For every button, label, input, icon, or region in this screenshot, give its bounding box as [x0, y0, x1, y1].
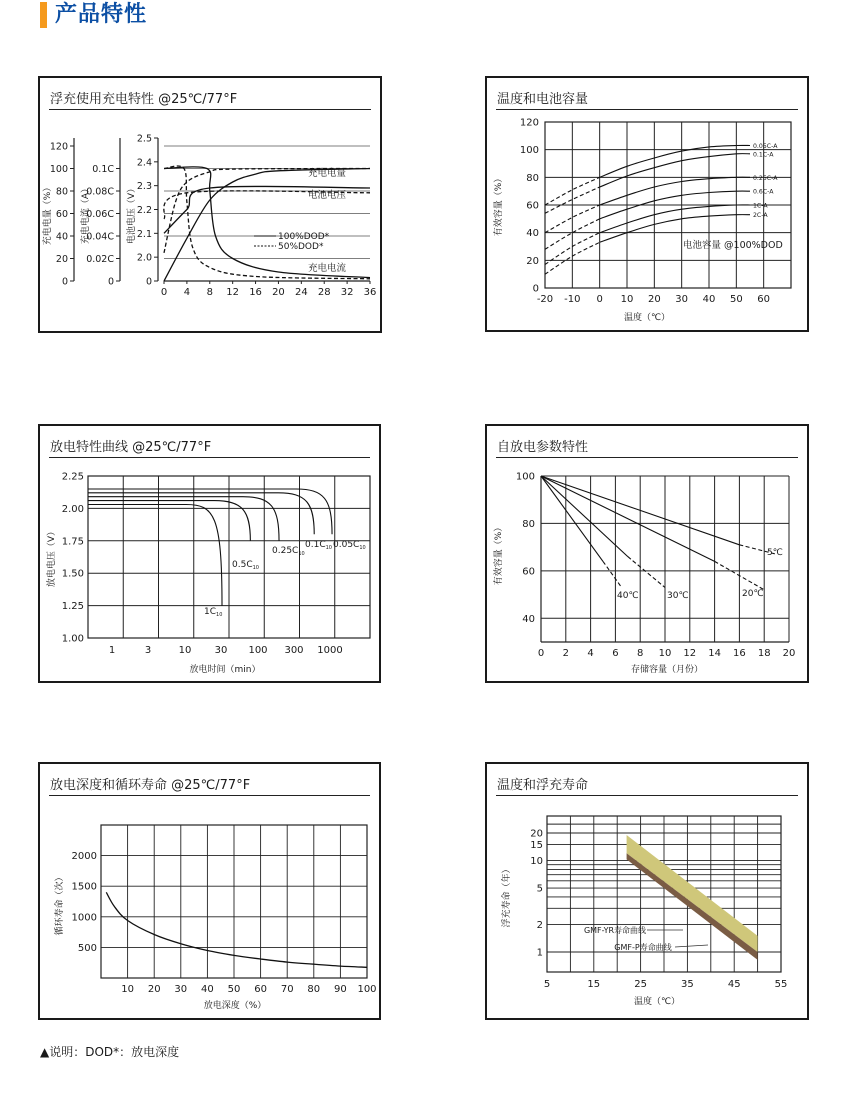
- x-tick-label: 80: [307, 984, 321, 995]
- x-tick-label: 45: [727, 979, 741, 990]
- x-tick-label: 14: [708, 648, 721, 659]
- y-axis-label: 浮充寿命（年）: [502, 864, 512, 928]
- series-line: [600, 205, 750, 233]
- x-tick-label: 6: [612, 648, 619, 659]
- x-tick-label: 60: [757, 294, 771, 305]
- y-tick-label: 0.02C: [86, 254, 114, 265]
- y-tick-label: 15: [530, 839, 543, 851]
- x-tick-label: -20: [536, 294, 554, 305]
- chart-title: 温度和浮充寿命: [497, 778, 589, 793]
- chart-svg: [40, 764, 379, 1018]
- y-tick-label: 100: [515, 471, 535, 483]
- series-label-subscript: 10: [252, 565, 259, 571]
- series-line-dashed: [603, 561, 622, 587]
- x-tick-label: 60: [254, 984, 267, 995]
- current-100-line: [164, 167, 370, 278]
- x-tick-label: 1: [108, 645, 116, 656]
- life-band: [627, 835, 758, 952]
- series-label-subscript: 10: [359, 545, 366, 551]
- x-tick-label: -10: [564, 294, 581, 305]
- chart-panel-temperature-capacity: [485, 76, 809, 332]
- y-axis-label: 充电电流（A）: [81, 183, 91, 245]
- x-tick-label: 20: [647, 294, 661, 305]
- series-label: 0.6C-A: [753, 188, 774, 196]
- x-tick-label: 30: [675, 294, 689, 305]
- x-axis-label: 放电时间（min）: [189, 665, 261, 675]
- y-tick-label: 2.25: [61, 471, 84, 483]
- series-label-subscript: 10: [298, 551, 305, 557]
- x-tick-label: 30: [174, 984, 188, 995]
- y-tick-label: 5: [536, 883, 543, 895]
- series-label-subscript: 10: [216, 612, 223, 618]
- y-tick-label: 20: [530, 828, 543, 840]
- x-tick-label: 20: [782, 648, 796, 659]
- y-tick-label: 0: [107, 276, 114, 288]
- y-tick-label: 1.75: [61, 536, 84, 548]
- discharge-curve: [88, 489, 332, 534]
- series-label: $0.05C_{10}$: [333, 540, 366, 551]
- y-tick-label: 500: [77, 942, 97, 954]
- y-tick-label: 80: [522, 518, 535, 530]
- y-axis-label: 电池电压（V）: [127, 183, 137, 245]
- y-tick-label: 2.0: [136, 252, 152, 264]
- x-tick-label: 20: [272, 287, 285, 298]
- series-line: [541, 476, 715, 561]
- series-line: [600, 215, 750, 243]
- series-label: $0.1C_{10}$: [305, 540, 332, 551]
- x-tick-label: 8: [206, 287, 213, 298]
- x-tick-label: 10: [620, 294, 634, 305]
- x-tick-label: 16: [733, 648, 746, 659]
- x-tick-label: 100: [248, 645, 268, 656]
- series-line-dashed: [628, 557, 665, 588]
- band-label: GMF-P寿命曲线: [614, 943, 672, 952]
- chart-svg: [487, 426, 807, 681]
- chart-svg: [40, 78, 380, 331]
- discharge-curve: [88, 493, 314, 535]
- y-tick-label: 40: [55, 231, 68, 243]
- legend-dashed-label: 50%DOD*: [278, 242, 324, 252]
- series-label: 5℃: [767, 548, 783, 558]
- x-tick-label: 0: [160, 287, 168, 298]
- x-tick-label: 4: [183, 287, 191, 298]
- chart-title: 放电深度和循环寿命 @25℃/77°F: [50, 778, 251, 793]
- x-tick-label: 4: [587, 648, 594, 659]
- x-tick-label: 32: [340, 287, 354, 298]
- x-axis-label: 存储容量（月份）: [630, 665, 704, 675]
- series-label: $0.25C_{10}$: [272, 546, 305, 557]
- y-tick-label: 2.00: [61, 503, 84, 515]
- y-tick-label: 1000: [71, 912, 97, 924]
- x-tick-label: 35: [681, 979, 694, 990]
- legend-solid-label: 100%DOD*: [278, 232, 330, 242]
- y-tick-label: 2.1: [136, 228, 152, 240]
- x-tick-label: 55: [774, 979, 788, 990]
- x-tick-label: 0: [596, 294, 603, 305]
- x-tick-label: 36: [363, 287, 377, 298]
- y-tick-label: 2.3: [136, 181, 152, 193]
- chart-panel-discharge: [38, 424, 381, 683]
- x-tick-label: 50: [729, 294, 743, 305]
- y-axis-label: 充电电量（%）: [43, 182, 53, 246]
- x-axis-label: 温度（℃）: [623, 313, 671, 323]
- x-tick-label: 70: [280, 984, 294, 995]
- capacity-annotation: 电池容量 @100%DOD: [683, 240, 783, 251]
- y-tick-label: 60: [526, 200, 539, 212]
- x-tick-label: 12: [226, 287, 240, 298]
- y-tick-label: 0.1C: [92, 164, 114, 175]
- series-line: [541, 476, 628, 557]
- capacity-50-line: [164, 169, 370, 253]
- y-tick-label: 2.5: [136, 133, 152, 145]
- x-tick-label: 300: [284, 645, 304, 656]
- chart-title: 自放电参数特性: [497, 440, 589, 455]
- x-tick-label: 10: [121, 984, 134, 995]
- y-tick-label: 100: [519, 145, 539, 157]
- x-tick-label: 30: [214, 645, 228, 656]
- y-axis-label: 有效容量（%）: [494, 173, 504, 237]
- chart-title: 温度和电池容量: [497, 92, 589, 107]
- x-tick-label: 15: [587, 979, 601, 990]
- y-tick-label: 20: [526, 255, 539, 267]
- band-label-leader: [675, 945, 708, 947]
- y-tick-label: 40: [526, 228, 539, 240]
- x-tick-label: 100: [357, 984, 377, 995]
- x-tick-label: 40: [702, 294, 716, 305]
- y-tick-label: 80: [55, 186, 68, 198]
- y-tick-label: 2.2: [136, 205, 152, 216]
- series-label: 20℃: [742, 589, 764, 599]
- chart-svg: [487, 78, 807, 330]
- x-tick-label: 10: [178, 645, 192, 656]
- cycle-life-line: [106, 892, 367, 967]
- x-tick-label: 25: [634, 979, 647, 990]
- y-tick-label: 1: [536, 947, 543, 959]
- y-tick-label: 1.50: [61, 568, 84, 580]
- current-50-line: [164, 166, 370, 279]
- grid: [541, 476, 789, 642]
- chart-panel-temperature-float-life: [485, 762, 809, 1020]
- x-tick-label: 24: [294, 287, 308, 298]
- y-tick-label: 10: [530, 856, 543, 868]
- y-tick-label: 100: [49, 164, 68, 175]
- series-line: [600, 145, 750, 177]
- capacity-curve-label: 充电电量: [308, 168, 347, 179]
- y-tick-label: 40: [522, 613, 535, 625]
- y-tick-label: 0.06C: [86, 209, 114, 220]
- series-label: 30℃: [667, 591, 689, 601]
- x-tick-label: 5: [543, 979, 551, 990]
- x-tick-label: 50: [227, 984, 241, 995]
- y-tick-label: 80: [526, 172, 539, 184]
- x-tick-label: 18: [757, 648, 771, 659]
- chart-panel-dod-cycle-life: [38, 762, 381, 1020]
- y-tick-label: 1.00: [61, 633, 84, 645]
- series-label: 0.1C-A: [753, 151, 774, 159]
- y-tick-label: 2000: [71, 851, 97, 863]
- series-line: [541, 476, 603, 561]
- x-tick-label: 16: [249, 287, 262, 298]
- y-tick-label: 60: [522, 566, 535, 578]
- discharge-curve: [88, 501, 250, 541]
- x-tick-label: 0: [537, 648, 545, 659]
- x-tick-label: 20: [147, 984, 161, 995]
- y-axis-label: 有效容量（%）: [494, 522, 504, 586]
- page-title: 产品特性: [55, 2, 148, 27]
- series-label: $1C_{10}$: [204, 607, 223, 618]
- series-label: 1C-A: [753, 202, 768, 210]
- y-tick-label: 0: [532, 283, 539, 295]
- x-axis-label: 放电深度（%）: [203, 1001, 267, 1011]
- series-label: 0.25C-A: [753, 174, 778, 182]
- y-tick-label: 0: [145, 276, 152, 288]
- band-label: GMF-YR寿命曲线: [583, 926, 647, 935]
- y-tick-label: 120: [49, 141, 68, 153]
- title-accent-bar: [40, 2, 47, 28]
- y-tick-label: 2.4: [136, 157, 152, 169]
- chart-panel-self-discharge: [485, 424, 809, 683]
- x-tick-label: 8: [637, 648, 644, 659]
- x-tick-label: 90: [334, 984, 347, 995]
- y-tick-label: 1.25: [61, 601, 84, 613]
- x-tick-label: 40: [201, 984, 214, 995]
- series-label: 40℃: [617, 591, 639, 601]
- chart-svg: [487, 764, 807, 1018]
- footnote: ▲说明：DOD*：放电深度: [40, 1045, 180, 1059]
- series-label-subscript: 10: [325, 545, 332, 551]
- x-tick-label: 28: [317, 287, 331, 298]
- series-label: $0.5C_{10}$: [232, 560, 259, 571]
- discharge-curve: [88, 505, 222, 606]
- chart-svg: [40, 426, 379, 681]
- x-tick-label: 1000: [317, 645, 343, 656]
- series-line: [600, 154, 750, 187]
- y-tick-label: 20: [55, 254, 68, 265]
- x-tick-label: 10: [658, 648, 672, 659]
- y-axis-label: 放电电压（V）: [47, 526, 57, 588]
- chart-title: 放电特性曲线 @25℃/77°F: [50, 440, 212, 455]
- y-tick-label: 0.08C: [86, 186, 114, 198]
- x-tick-label: 3: [144, 645, 152, 656]
- y-tick-label: 120: [519, 117, 539, 129]
- series-label: 2C-A: [753, 212, 768, 220]
- chart-panel-float-charge: [38, 76, 382, 333]
- x-tick-label: 2: [562, 648, 569, 659]
- x-tick-label: 12: [683, 648, 697, 659]
- y-tick-label: 2: [536, 919, 543, 931]
- y-tick-label: 0.04C: [86, 231, 114, 243]
- y-tick-label: 0: [61, 276, 68, 288]
- x-axis-label: 温度（℃）: [633, 997, 681, 1007]
- chart-title: 浮充使用充电特性 @25℃/77°F: [50, 92, 238, 107]
- y-tick-label: 60: [55, 209, 68, 220]
- current-curve-label: 充电电流: [308, 263, 347, 274]
- y-axis-label: 循环寿命（次）: [55, 872, 65, 936]
- series-label: 0.05C-A: [753, 143, 778, 151]
- y-tick-label: 1500: [71, 881, 97, 893]
- voltage-curve-label: 电池电压: [308, 190, 347, 201]
